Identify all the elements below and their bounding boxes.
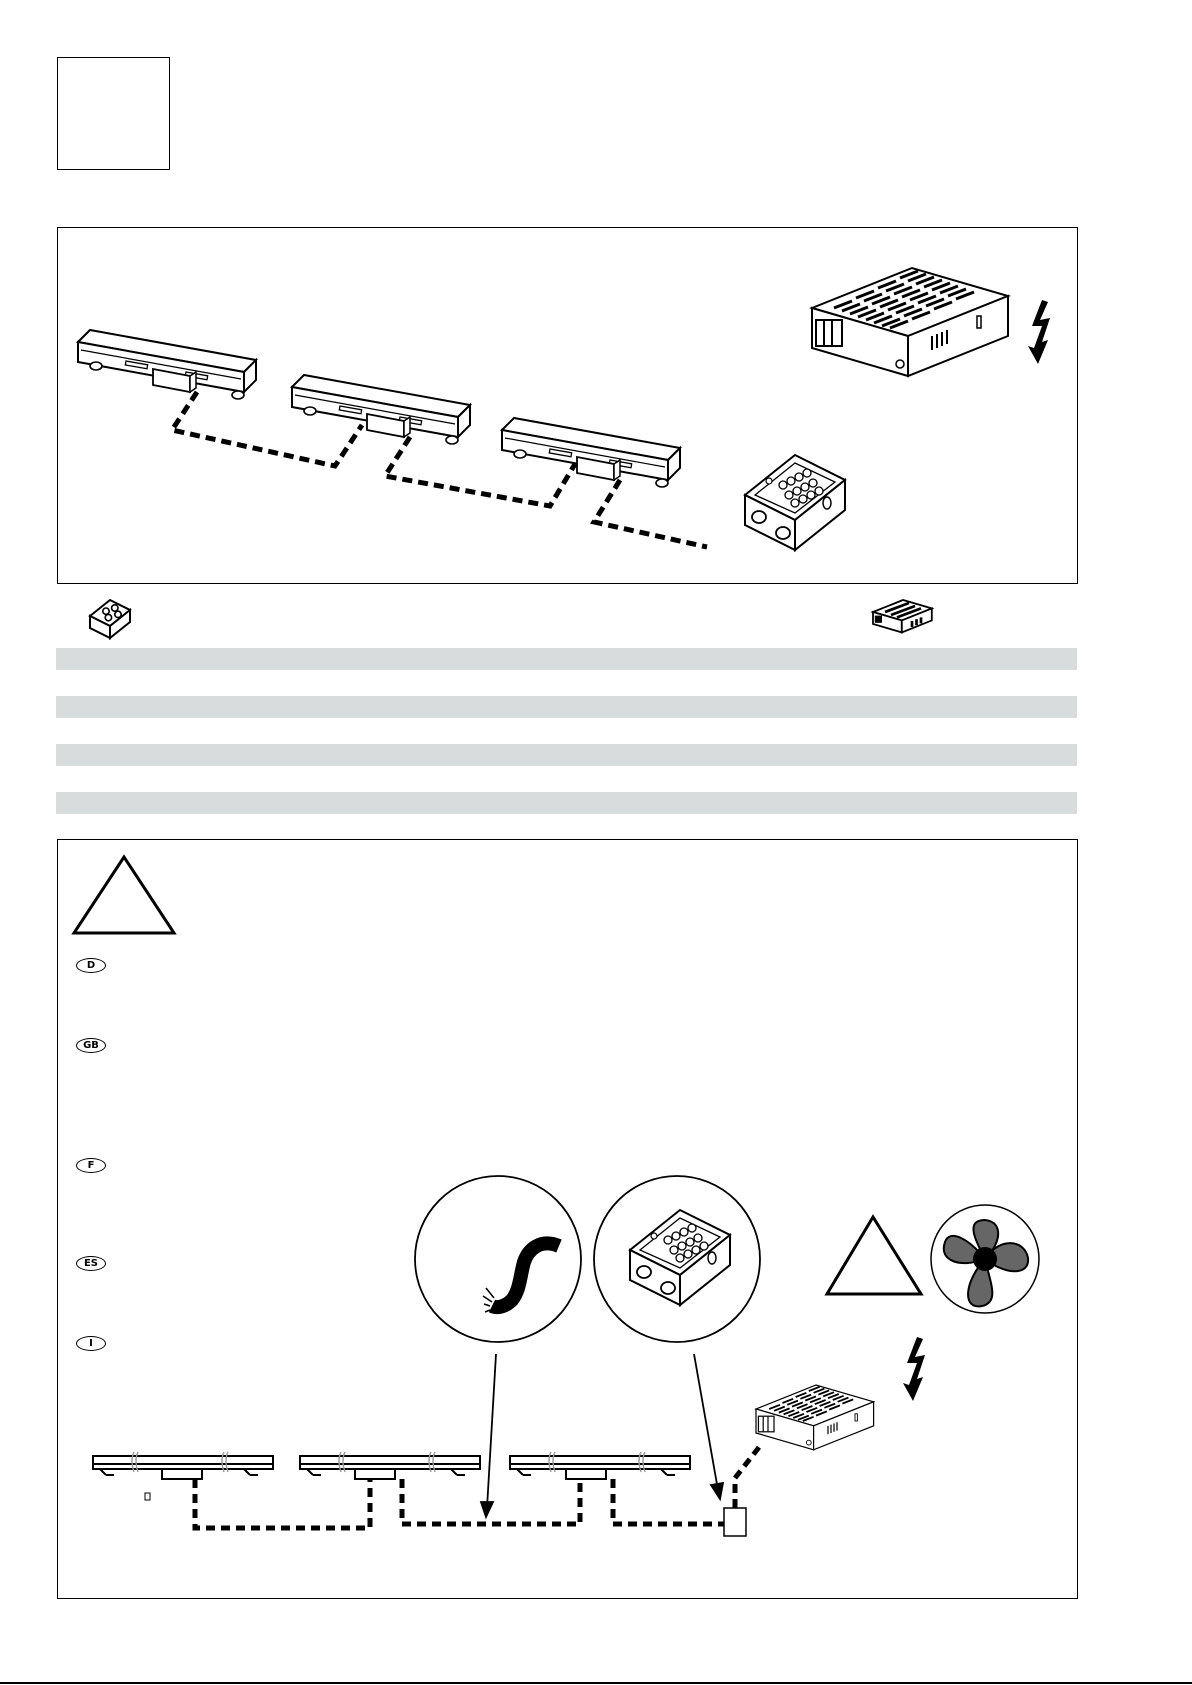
cable-detail-circle — [415, 1176, 581, 1342]
language-badge-gb: GB — [76, 1038, 106, 1053]
language-badge-f: F — [76, 1158, 106, 1173]
warning-triangle-icon — [74, 857, 174, 933]
connection-box — [724, 1508, 746, 1536]
language-badge-d: D — [76, 958, 106, 973]
lightning-bolt-bottom-icon — [903, 1337, 925, 1401]
pointer-arrows — [481, 1354, 723, 1517]
warning-triangle-small-icon — [827, 1217, 921, 1294]
fan-icon — [931, 1205, 1039, 1313]
light-bar-side-views — [93, 1456, 690, 1479]
language-badge-i: I — [76, 1336, 106, 1351]
language-badge-es: ES — [76, 1256, 106, 1271]
page-bottom-rule — [0, 1682, 1192, 1684]
power-supply-bottom — [756, 1385, 874, 1450]
